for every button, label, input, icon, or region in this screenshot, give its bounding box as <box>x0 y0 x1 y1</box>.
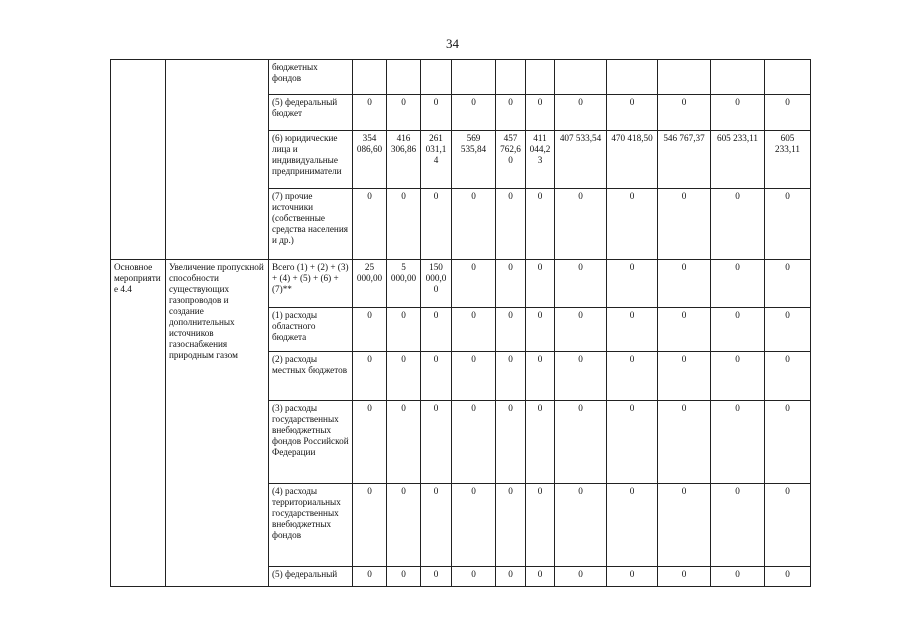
value-cell: 470 418,50 <box>607 131 658 189</box>
value-cell <box>711 60 765 95</box>
value-cell: 0 <box>658 484 711 567</box>
funding-source-label: (7) прочие источники (собственные средства населения и др.) <box>269 189 353 260</box>
value-cell: 0 <box>607 260 658 308</box>
value-cell: 0 <box>555 352 607 401</box>
value-cell: 0 <box>555 567 607 587</box>
value-cell: 0 <box>555 189 607 260</box>
value-cell: 605 233,11 <box>765 131 811 189</box>
value-cell: 0 <box>353 401 387 484</box>
value-cell: 0 <box>353 567 387 587</box>
value-cell: 0 <box>607 484 658 567</box>
funding-source-label: (6) юридические лица и индивидуальные предприниматели <box>269 131 353 189</box>
value-cell: 0 <box>387 189 421 260</box>
description-cell-empty <box>166 60 269 260</box>
value-cell: 0 <box>452 401 496 484</box>
funding-source-label: (1) расходы областного бюджета <box>269 308 353 352</box>
value-cell: 0 <box>526 95 555 131</box>
value-cell: 0 <box>658 308 711 352</box>
funding-source-label: (4) расходы территориальных государственных внебюджетных фондов <box>269 484 353 567</box>
value-cell: 0 <box>658 189 711 260</box>
value-cell: 0 <box>452 189 496 260</box>
value-cell: 0 <box>711 401 765 484</box>
value-cell <box>353 60 387 95</box>
value-cell: 0 <box>421 484 452 567</box>
value-cell: 354 086,60 <box>353 131 387 189</box>
table-row <box>111 260 811 308</box>
value-cell: 0 <box>658 567 711 587</box>
value-cell: 0 <box>607 308 658 352</box>
value-cell <box>555 60 607 95</box>
value-cell: 0 <box>421 189 452 260</box>
value-cell: 569 535,84 <box>452 131 496 189</box>
measure-cell-empty <box>111 60 166 260</box>
value-cell: 0 <box>658 95 711 131</box>
value-cell: 0 <box>658 260 711 308</box>
value-cell: 0 <box>765 401 811 484</box>
value-cell: 0 <box>387 352 421 401</box>
value-cell: 0 <box>526 401 555 484</box>
value-cell: 0 <box>526 484 555 567</box>
value-cell: 0 <box>496 95 526 131</box>
value-cell: 0 <box>711 95 765 131</box>
value-cell: 0 <box>387 484 421 567</box>
value-cell: 0 <box>387 567 421 587</box>
value-cell <box>658 60 711 95</box>
value-cell: 0 <box>711 308 765 352</box>
value-cell: 605 233,11 <box>711 131 765 189</box>
value-cell: 0 <box>496 352 526 401</box>
page-number: 34 <box>446 36 459 51</box>
value-cell: 0 <box>421 95 452 131</box>
value-cell: 0 <box>452 484 496 567</box>
value-cell: 0 <box>765 567 811 587</box>
value-cell: 0 <box>607 567 658 587</box>
funding-source-label: бюджетных фондов <box>269 60 353 95</box>
value-cell: 0 <box>421 308 452 352</box>
budget-table <box>110 59 811 587</box>
value-cell: 0 <box>765 260 811 308</box>
value-cell: 0 <box>353 352 387 401</box>
value-cell: 0 <box>526 260 555 308</box>
value-cell: 0 <box>765 484 811 567</box>
value-cell: 0 <box>607 189 658 260</box>
measure-description: Увеличение пропускной способности существующих газопроводов и создание дополнительных источников газоснабжения природным газом <box>166 260 269 587</box>
value-cell: 0 <box>387 308 421 352</box>
value-cell: 0 <box>387 401 421 484</box>
value-cell: 457 762,60 <box>496 131 526 189</box>
funding-source-label: Всего (1) + (2) + (3) + (4) + (5) + (6) + (7)** <box>269 260 353 308</box>
value-cell: 546 767,37 <box>658 131 711 189</box>
value-cell: 150 000,00 <box>421 260 452 308</box>
value-cell: 25 000,00 <box>353 260 387 308</box>
funding-source-label: (2) расходы местных бюджетов <box>269 352 353 401</box>
value-cell: 0 <box>452 95 496 131</box>
value-cell: 0 <box>387 95 421 131</box>
value-cell: 0 <box>555 95 607 131</box>
value-cell: 416 306,86 <box>387 131 421 189</box>
value-cell: 0 <box>353 189 387 260</box>
value-cell: 0 <box>496 308 526 352</box>
value-cell: 0 <box>496 567 526 587</box>
value-cell: 0 <box>711 352 765 401</box>
value-cell: 407 533,54 <box>555 131 607 189</box>
value-cell: 0 <box>555 484 607 567</box>
value-cell: 0 <box>658 352 711 401</box>
budget-table-body <box>111 60 811 587</box>
value-cell <box>421 60 452 95</box>
value-cell: 261 031,14 <box>421 131 452 189</box>
value-cell <box>387 60 421 95</box>
value-cell: 0 <box>526 189 555 260</box>
value-cell: 5 000,00 <box>387 260 421 308</box>
value-cell: 0 <box>496 189 526 260</box>
value-cell: 0 <box>452 567 496 587</box>
value-cell: 0 <box>421 567 452 587</box>
value-cell: 0 <box>607 352 658 401</box>
value-cell: 0 <box>496 260 526 308</box>
value-cell: 0 <box>496 484 526 567</box>
value-cell: 0 <box>353 95 387 131</box>
measure-name: Основное мероприятие 4.4 <box>111 260 166 587</box>
value-cell: 0 <box>526 308 555 352</box>
value-cell <box>607 60 658 95</box>
funding-source-label: (5) федеральный бюджет <box>269 95 353 131</box>
value-cell: 411 044,23 <box>526 131 555 189</box>
value-cell: 0 <box>452 260 496 308</box>
value-cell: 0 <box>452 352 496 401</box>
value-cell: 0 <box>452 308 496 352</box>
value-cell: 0 <box>765 189 811 260</box>
value-cell: 0 <box>526 352 555 401</box>
value-cell <box>765 60 811 95</box>
value-cell: 0 <box>711 189 765 260</box>
value-cell: 0 <box>765 308 811 352</box>
value-cell: 0 <box>607 401 658 484</box>
value-cell: 0 <box>658 401 711 484</box>
value-cell: 0 <box>526 567 555 587</box>
value-cell: 0 <box>555 401 607 484</box>
value-cell: 0 <box>555 260 607 308</box>
value-cell <box>452 60 496 95</box>
value-cell: 0 <box>496 401 526 484</box>
funding-source-label: (3) расходы государственных внебюджетных фондов Российской Федерации <box>269 401 353 484</box>
value-cell: 0 <box>353 484 387 567</box>
funding-source-label: (5) федеральный <box>269 567 353 587</box>
value-cell: 0 <box>765 352 811 401</box>
value-cell <box>496 60 526 95</box>
value-cell: 0 <box>555 308 607 352</box>
value-cell: 0 <box>353 308 387 352</box>
value-cell <box>526 60 555 95</box>
table-row <box>111 60 811 95</box>
value-cell: 0 <box>711 567 765 587</box>
value-cell: 0 <box>711 260 765 308</box>
value-cell: 0 <box>607 95 658 131</box>
value-cell: 0 <box>421 352 452 401</box>
value-cell: 0 <box>765 95 811 131</box>
value-cell: 0 <box>711 484 765 567</box>
value-cell: 0 <box>421 401 452 484</box>
